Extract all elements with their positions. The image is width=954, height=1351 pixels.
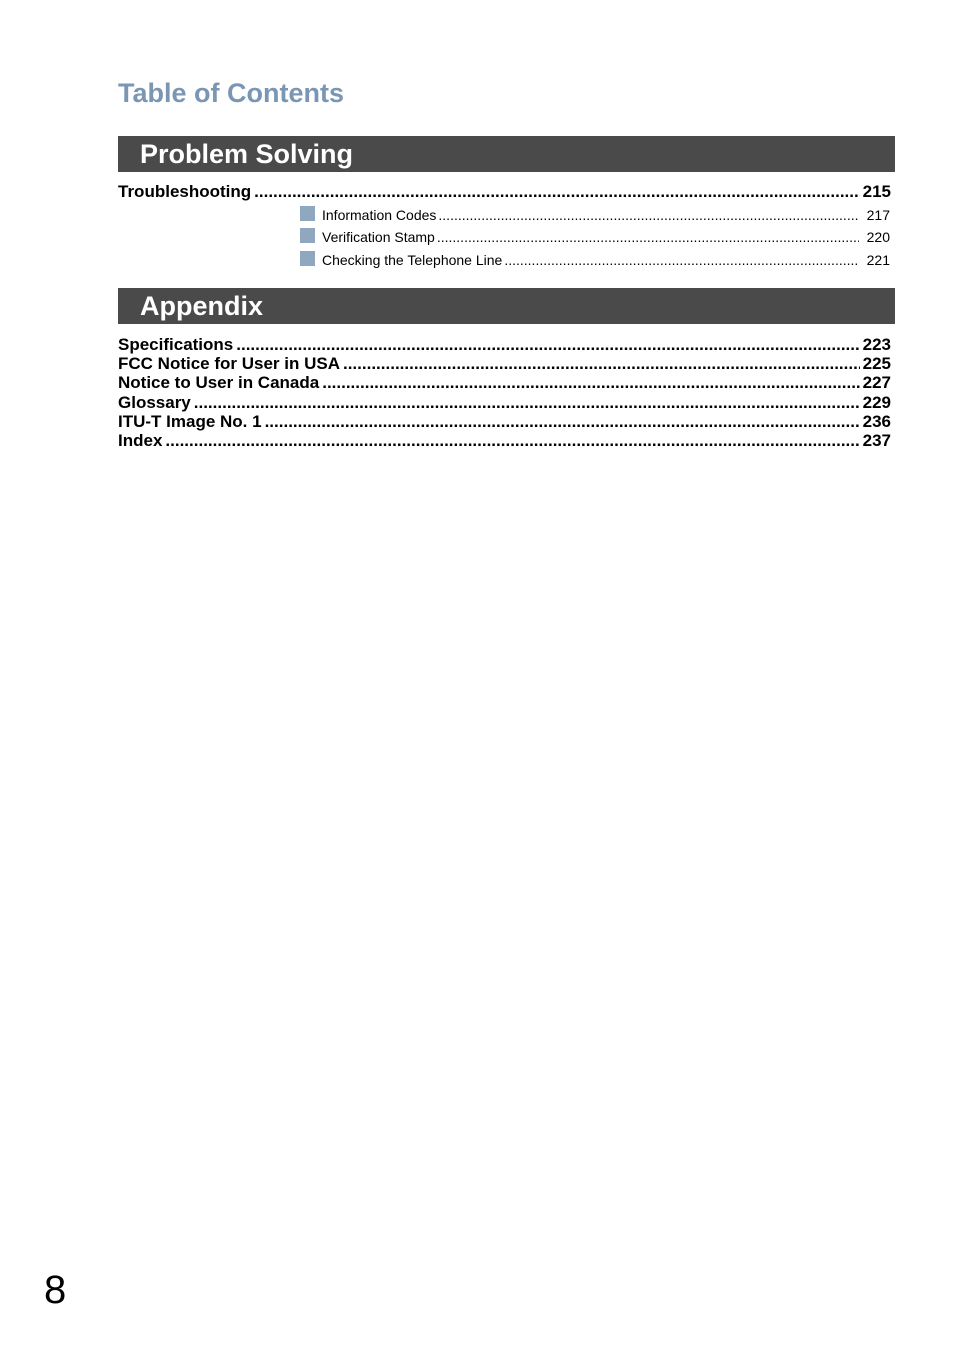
dot-leader	[438, 206, 858, 224]
toc-entry-label[interactable]: Specifications	[118, 335, 234, 354]
toc-subentry-page[interactable]: 220	[866, 229, 890, 245]
dot-leader	[265, 412, 860, 431]
toc-entry-troubleshooting[interactable]	[118, 182, 891, 201]
toc-entry-page[interactable]: 236	[862, 412, 891, 431]
toc-entry-specifications[interactable]	[118, 335, 891, 354]
toc-entry-page[interactable]: 215	[862, 182, 891, 201]
toc-entry-notice-canada[interactable]	[118, 373, 891, 392]
toc-entry-page[interactable]: 227	[862, 373, 891, 392]
toc-entry-page[interactable]: 225	[862, 354, 891, 373]
dot-leader	[254, 182, 859, 201]
dot-leader	[236, 335, 859, 354]
toc-entry-label[interactable]: Notice to User in Canada	[118, 373, 320, 392]
dot-leader	[437, 228, 859, 246]
toc-subentry-information-codes[interactable]	[300, 205, 890, 223]
section-header-problem-solving: Problem Solving	[118, 136, 895, 172]
toc-entry-label[interactable]: ITU-T Image No. 1	[118, 412, 262, 431]
toc-entry-page[interactable]: 229	[862, 393, 891, 412]
square-bullet-icon	[300, 228, 315, 243]
toc-entry-index[interactable]	[118, 431, 891, 450]
toc-entry-label[interactable]: Troubleshooting	[118, 182, 252, 201]
toc-entry-itu-t-image[interactable]	[118, 412, 891, 431]
toc-entry-label[interactable]: Index	[118, 431, 163, 450]
toc-subentry-page[interactable]: 221	[866, 252, 890, 268]
page-number: 8	[44, 1268, 67, 1312]
dot-leader	[343, 354, 860, 373]
toc-subentry-page[interactable]: 217	[866, 207, 890, 223]
page-title: Table of Contents	[118, 78, 344, 108]
section-header-appendix: Appendix	[118, 288, 895, 324]
toc-entry-label[interactable]: FCC Notice for User in USA	[118, 354, 340, 373]
toc-subentry-label[interactable]: Verification Stamp	[322, 229, 435, 245]
toc-subentry-checking-telephone-line[interactable]	[300, 250, 890, 268]
toc-subentry-verification-stamp[interactable]	[300, 227, 890, 245]
dot-leader	[322, 373, 859, 392]
square-bullet-icon	[300, 206, 315, 221]
toc-entry-page[interactable]: 237	[862, 431, 891, 450]
toc-subentry-label[interactable]: Checking the Telephone Line	[322, 252, 503, 268]
dot-leader	[165, 431, 859, 450]
toc-entry-label[interactable]: Glossary	[118, 393, 191, 412]
toc-entry-fcc-notice[interactable]	[118, 354, 891, 373]
square-bullet-icon	[300, 251, 315, 266]
toc-entry-page[interactable]: 223	[862, 335, 891, 354]
dot-leader	[504, 251, 858, 269]
toc-subentry-label[interactable]: Information Codes	[322, 207, 437, 223]
toc-entry-glossary[interactable]	[118, 393, 891, 412]
dot-leader	[194, 393, 860, 412]
